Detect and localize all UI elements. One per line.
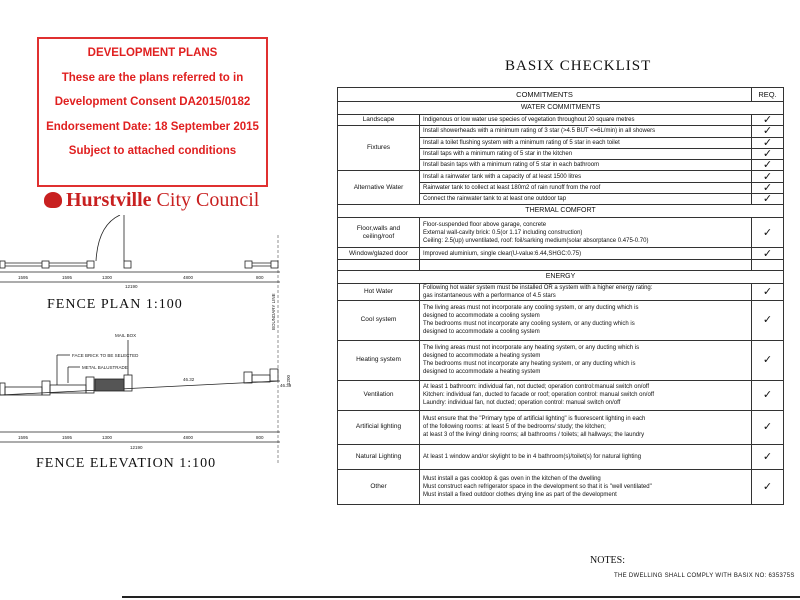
- table-row: [338, 115, 784, 126]
- dim-1595: 1595: [62, 435, 73, 440]
- logo-rest: City Council: [156, 189, 260, 211]
- check-icon: ✓: [752, 444, 784, 469]
- stamp-line: Development Consent DA2015/0182: [54, 96, 251, 108]
- commitment-cell: Install a toilet flushing system with a minimum rating of 5 star in each toilet: [420, 137, 752, 148]
- stamp-line: Endorsement Date: 18 September 2015: [46, 120, 259, 133]
- table-row: [338, 171, 784, 182]
- dim-total: 12190: [125, 284, 138, 289]
- check-icon: ✓: [752, 248, 784, 259]
- fence-elevation: [0, 235, 280, 465]
- check-icon: [752, 259, 784, 270]
- level-46-39: 46.39: [280, 383, 292, 388]
- table-row: [338, 248, 784, 259]
- commitment-cell: The living areas must not incorporate any cooling system, or any ducting which is designed to accommodate a cooling system The bedrooms must not incorporate any cooling system, or any ducting which is designed to accommodate a cooling system: [420, 300, 752, 340]
- check-icon: ✓: [752, 137, 784, 148]
- fence-plan: [0, 215, 280, 282]
- title-block-border: [122, 596, 800, 598]
- dim-1300: 1300: [102, 275, 113, 280]
- category-cell: Window/glazed door: [338, 248, 420, 259]
- table-row: [338, 380, 784, 410]
- check-icon: ✓: [752, 340, 784, 380]
- dim-total: 12190: [130, 445, 143, 450]
- commitment-cell: Following hot water system must be installed OR a system with a higher energy rating: gas instantaneous with a performance of 4.5 stars: [420, 283, 752, 300]
- stamp-line: These are the plans referred to in: [61, 71, 244, 84]
- commitment-cell: Must ensure that the "Primary type of artificial lighting" is fluorescent lighting in each of the following rooms: at least 5 of the bedrooms/ study; the kitchen; at least 3 of the living/ dining rooms; all bathrooms / toilets; all hallways; the laundry: [420, 410, 752, 444]
- table-row: [338, 410, 784, 444]
- basix-checklist-title: BASIX CHECKLIST: [505, 58, 652, 74]
- stamp-line: Subject to attached conditions: [68, 145, 237, 157]
- table-row: [338, 283, 784, 300]
- fence-plan-title: FENCE PLAN 1:100: [47, 297, 183, 312]
- category-cell: Other: [338, 469, 420, 504]
- level-46-32: 46.32: [183, 377, 195, 382]
- label-face-brick: FACE BRICK TO BE SELECTED: [72, 353, 139, 358]
- commitment-cell: At least 1 window and/or skylight to be in 4 bathroom(s)/toilet(s) for natural lighting: [420, 444, 752, 469]
- commitment-cell: Must install a gas cooktop & gas oven in the kitchen of the dwelling Must construct each refrigerator space in the development so that it is "well ventilated" Must install a fixed outdoor clothes drying line as part of the development: [420, 469, 752, 504]
- table-row: [338, 126, 784, 137]
- check-icon: ✓: [752, 171, 784, 182]
- col-commitments: COMMITMENTS: [338, 88, 752, 102]
- category-cell: Floor,walls and ceiling/roof: [338, 218, 420, 248]
- table-row: [338, 340, 784, 380]
- label-mail-box: MAIL BOX: [115, 333, 137, 338]
- dim-1595: 1595: [62, 275, 73, 280]
- label-balustrade: METAL BALUSTRADE: [82, 365, 128, 370]
- commitment-cell: Install basin taps with a minimum rating of 5 star in each bathroom: [420, 160, 752, 171]
- commitment-cell: Install showerheads with a minimum rating of 3 star (>4.5 BUT <=6L/min) in all showers: [420, 126, 752, 137]
- check-icon: ✓: [752, 410, 784, 444]
- table-row: [338, 469, 784, 504]
- category-cell: Natural Lighting: [338, 444, 420, 469]
- category-cell: Heating system: [338, 340, 420, 380]
- section-header: THERMAL COMFORT: [338, 205, 784, 218]
- section-header: ENERGY: [338, 270, 784, 283]
- dim-1595: 1595: [18, 435, 29, 440]
- label-boundary-line: BOUNDARY LINE: [271, 293, 276, 330]
- notes-title: NOTES:: [590, 555, 625, 566]
- basix-checklist-table: [337, 87, 784, 505]
- logo-bold: Hurstville: [66, 189, 152, 211]
- commitment-cell: Rainwater tank to collect at least 180m2 of rain runoff from the roof: [420, 182, 752, 193]
- check-icon: ✓: [752, 148, 784, 159]
- height-1200: 1200: [286, 374, 291, 385]
- check-icon: ✓: [752, 218, 784, 248]
- col-req: REQ.: [752, 88, 784, 102]
- table-row: [338, 300, 784, 340]
- commitment-cell: [420, 259, 752, 270]
- development-plans-stamp: [37, 37, 268, 187]
- category-cell: Artificial lighting: [338, 410, 420, 444]
- commitment-cell: Indigenous or low water use species of vegetation throughout 20 square metres: [420, 115, 752, 126]
- council-emblem-icon: [44, 192, 62, 208]
- table-row: [338, 444, 784, 469]
- category-cell: Cool system: [338, 300, 420, 340]
- category-cell: Landscape: [338, 115, 420, 126]
- category-cell: Alternative Water: [338, 171, 420, 205]
- check-icon: ✓: [752, 283, 784, 300]
- commitment-cell: Install taps with a minimum rating of 5 star in the kitchen: [420, 148, 752, 159]
- category-cell: [338, 259, 420, 270]
- commitment-cell: Improved aluminium, single clear(U-value:6.44,SHGC:0.75): [420, 248, 752, 259]
- check-icon: ✓: [752, 380, 784, 410]
- check-icon: ✓: [752, 469, 784, 504]
- table-row: [338, 218, 784, 248]
- check-icon: ✓: [752, 126, 784, 137]
- council-logo: [44, 189, 259, 212]
- dim-4800: 4800: [183, 275, 194, 280]
- commitment-cell: Floor-suspended floor above garage, concrete External wall-cavity brick: 0.5(or 1.17 including construction) Ceiling: 2.5(up) unventilated, roof: foil/sarking medium(solar absorptance 0.475-0.70): [420, 218, 752, 248]
- dim-1300: 1300: [102, 435, 113, 440]
- stamp-line: DEVELOPMENT PLANS: [87, 47, 218, 59]
- check-icon: ✓: [752, 160, 784, 171]
- commitment-cell: At least 1 bathroom: individual fan, not ducted; operation control:manual switch on/off Kitchen: individual fan, ducted to facade or roof; operation control: manual switch on/off Laundry: individual fan, not ducted; operation control: manual switch on/off: [420, 380, 752, 410]
- commitment-cell: Install a rainwater tank with a capacity of at least 1500 litres: [420, 171, 752, 182]
- dim-4800: 4800: [183, 435, 194, 440]
- table-row: [338, 259, 784, 270]
- fence-drawings: [0, 215, 310, 475]
- commitment-cell: Connect the rainwater tank to at least one outdoor tap: [420, 194, 752, 205]
- fence-elevation-title: FENCE ELEVATION 1:100: [36, 456, 217, 471]
- dim-800: 800: [256, 435, 264, 440]
- check-icon: ✓: [752, 182, 784, 193]
- commitment-cell: The living areas must not incorporate any heating system, or any ducting which is designed to accommodate a heating system The bedrooms must not incorporate any heating system, or any ducting which is designed to accommodate a heating system: [420, 340, 752, 380]
- check-icon: ✓: [752, 115, 784, 126]
- dim-800: 800: [256, 275, 264, 280]
- category-cell: Ventilation: [338, 380, 420, 410]
- dim-1595: 1595: [18, 275, 29, 280]
- category-cell: Fixtures: [338, 126, 420, 171]
- section-header: WATER COMMITMENTS: [338, 102, 784, 115]
- check-icon: ✓: [752, 300, 784, 340]
- category-cell: Hot Water: [338, 283, 420, 300]
- basix-note: THE DWELLING SHALL COMPLY WITH BASIX NO: 635375S: [614, 573, 795, 579]
- check-icon: ✓: [752, 194, 784, 205]
